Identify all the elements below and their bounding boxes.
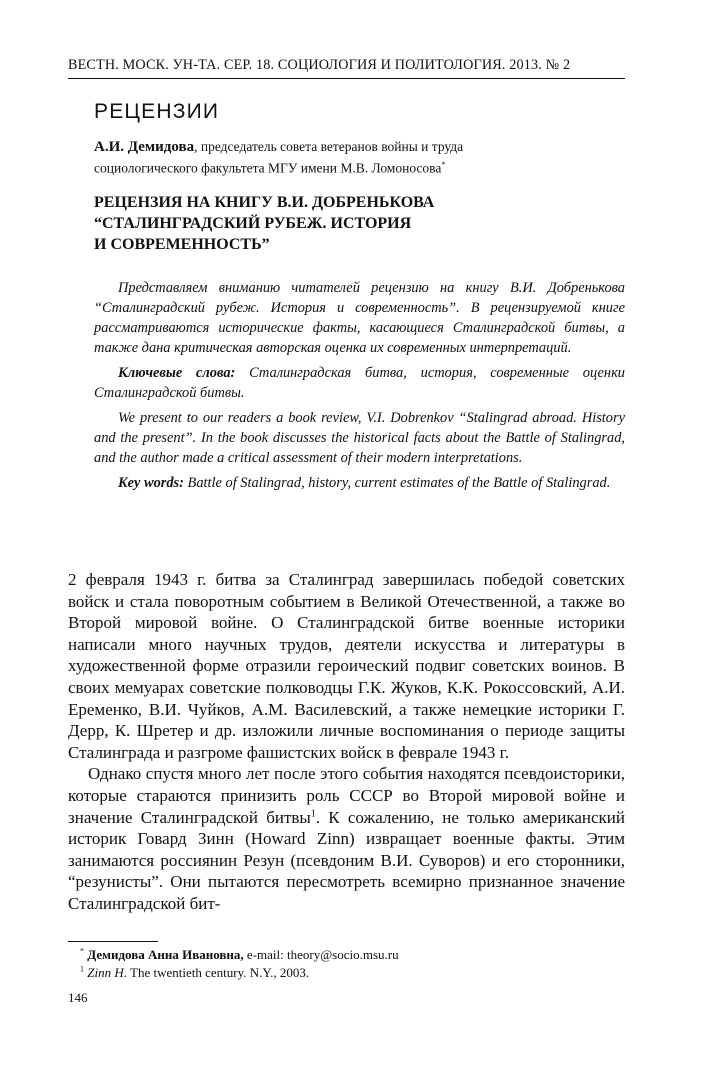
keywords-ru <box>94 363 625 403</box>
page-number: 146 <box>68 990 88 1005</box>
author-name: А.И. Демидова <box>94 139 195 155</box>
author-block <box>94 138 614 177</box>
footnote-email: e-mail: theory@socio.msu.ru <box>243 947 399 962</box>
footnote-cited-author: Zinn H <box>87 965 124 980</box>
footnote <box>80 946 625 964</box>
running-header: ВЕСТН. МОСК. УН-ТА. СЕР. 18. СОЦИОЛОГИЯ И ПОЛИТОЛОГИЯ. 2013. № 2 <box>68 57 571 73</box>
footnote-mark: * <box>80 946 84 956</box>
body-paragraph-text: . К сожалению, не только американский историк Говард Зинн (Howard Zinn) извращает военные факты. Этим занимаются россиянин Резун (псевдоним В.И. Суворов) и его сторонники, “резунисты”. Они пытаются пересмотреть всемирно признанное значение Сталинградской бит- <box>68 807 625 913</box>
abstract-ru: Представляем вниманию читателей рецензию на книгу В.И. Добренькова “Сталинградский рубеж. История и современность”. В рецензируемой книге рассматриваются исторические факты, касающиеся Сталинградской битвы, а также дана критическая авторская оценка их современных интерпретаций. <box>94 280 625 356</box>
footnote-mark: 1 <box>80 964 84 974</box>
article-title-line: РЕЦЕНЗИЯ НА КНИГУ В.И. ДОБРЕНЬКОВА <box>94 194 435 211</box>
keywords-en <box>94 473 625 493</box>
author-affiliation-line2: социологического факультета МГУ имени М.В. Ломоносова <box>94 160 442 176</box>
footnote-citation: . The twentieth century. N.Y., 2003. <box>123 965 310 980</box>
keywords-en-label: Key words: <box>118 475 184 491</box>
header-divider <box>68 78 625 79</box>
article-title <box>94 192 614 255</box>
footnote-author-name: Демидова Анна Ивановна, <box>87 947 244 962</box>
footnote-divider <box>68 941 158 942</box>
abstract-en: We present to our readers a book review, V.I. Dobrenkov “Stalingrad abroad. History and the present”. In the book discusses the historical facts about the Battle of Stalingrad, and the author made a critical assessment of their modern interpretations. <box>94 410 625 466</box>
keywords-ru-text: Сталинградская битва, история, современные оценки Сталинградской битвы. <box>94 365 625 401</box>
keywords-en-text: Battle of Stalingrad, history, current estimates of the Battle of Stalingrad. <box>183 475 611 491</box>
body-paragraph-text: Однако спустя много лет после этого события находятся псевдоисторики, которые стараются принизить роль СССР во Второй мировой войне и значение Сталинградской битвы <box>68 764 625 827</box>
body-paragraph: 2 февраля 1943 г. битва за Сталинград завершилась победой советских войск и стала поворотным событием в Великой Отечественной, а также во Второй мировой войне. О Сталинградской битве военные историки написали много научных трудов, деятели искусства и литературы в художественной форме отразили героический подвиг советских воинов. В своих мемуарах советские полководцы Г.К. Жуков, К.К. Рокоссовский, А.И. Еременко, В.И. Чуйков, А.М. Василевский, а также немецкие историки Г. Дерр, К. Шретер и др. изложили личные воспоминания о периоде защиты Сталинграда и разгроме фашистских войск в феврале 1943 г. <box>68 570 625 762</box>
article-title-line: И СОВРЕМЕННОСТЬ” <box>94 236 270 253</box>
footnote <box>80 964 625 982</box>
body-paragraph <box>68 763 625 914</box>
footnote-reference: 1 <box>310 807 316 819</box>
author-affiliation-line1: , председатель совета ветеранов войны и труда <box>194 139 464 154</box>
author-footnote-mark: * <box>441 160 446 169</box>
body-text <box>68 569 625 915</box>
section-title: РЕЦЕНЗИИ <box>94 100 220 123</box>
article-title-line: “СТАЛИНГРАДСКИЙ РУБЕЖ. ИСТОРИЯ <box>94 215 412 232</box>
keywords-ru-label: Ключевые слова: <box>118 365 236 381</box>
abstract <box>94 278 625 498</box>
footnotes <box>80 946 625 982</box>
